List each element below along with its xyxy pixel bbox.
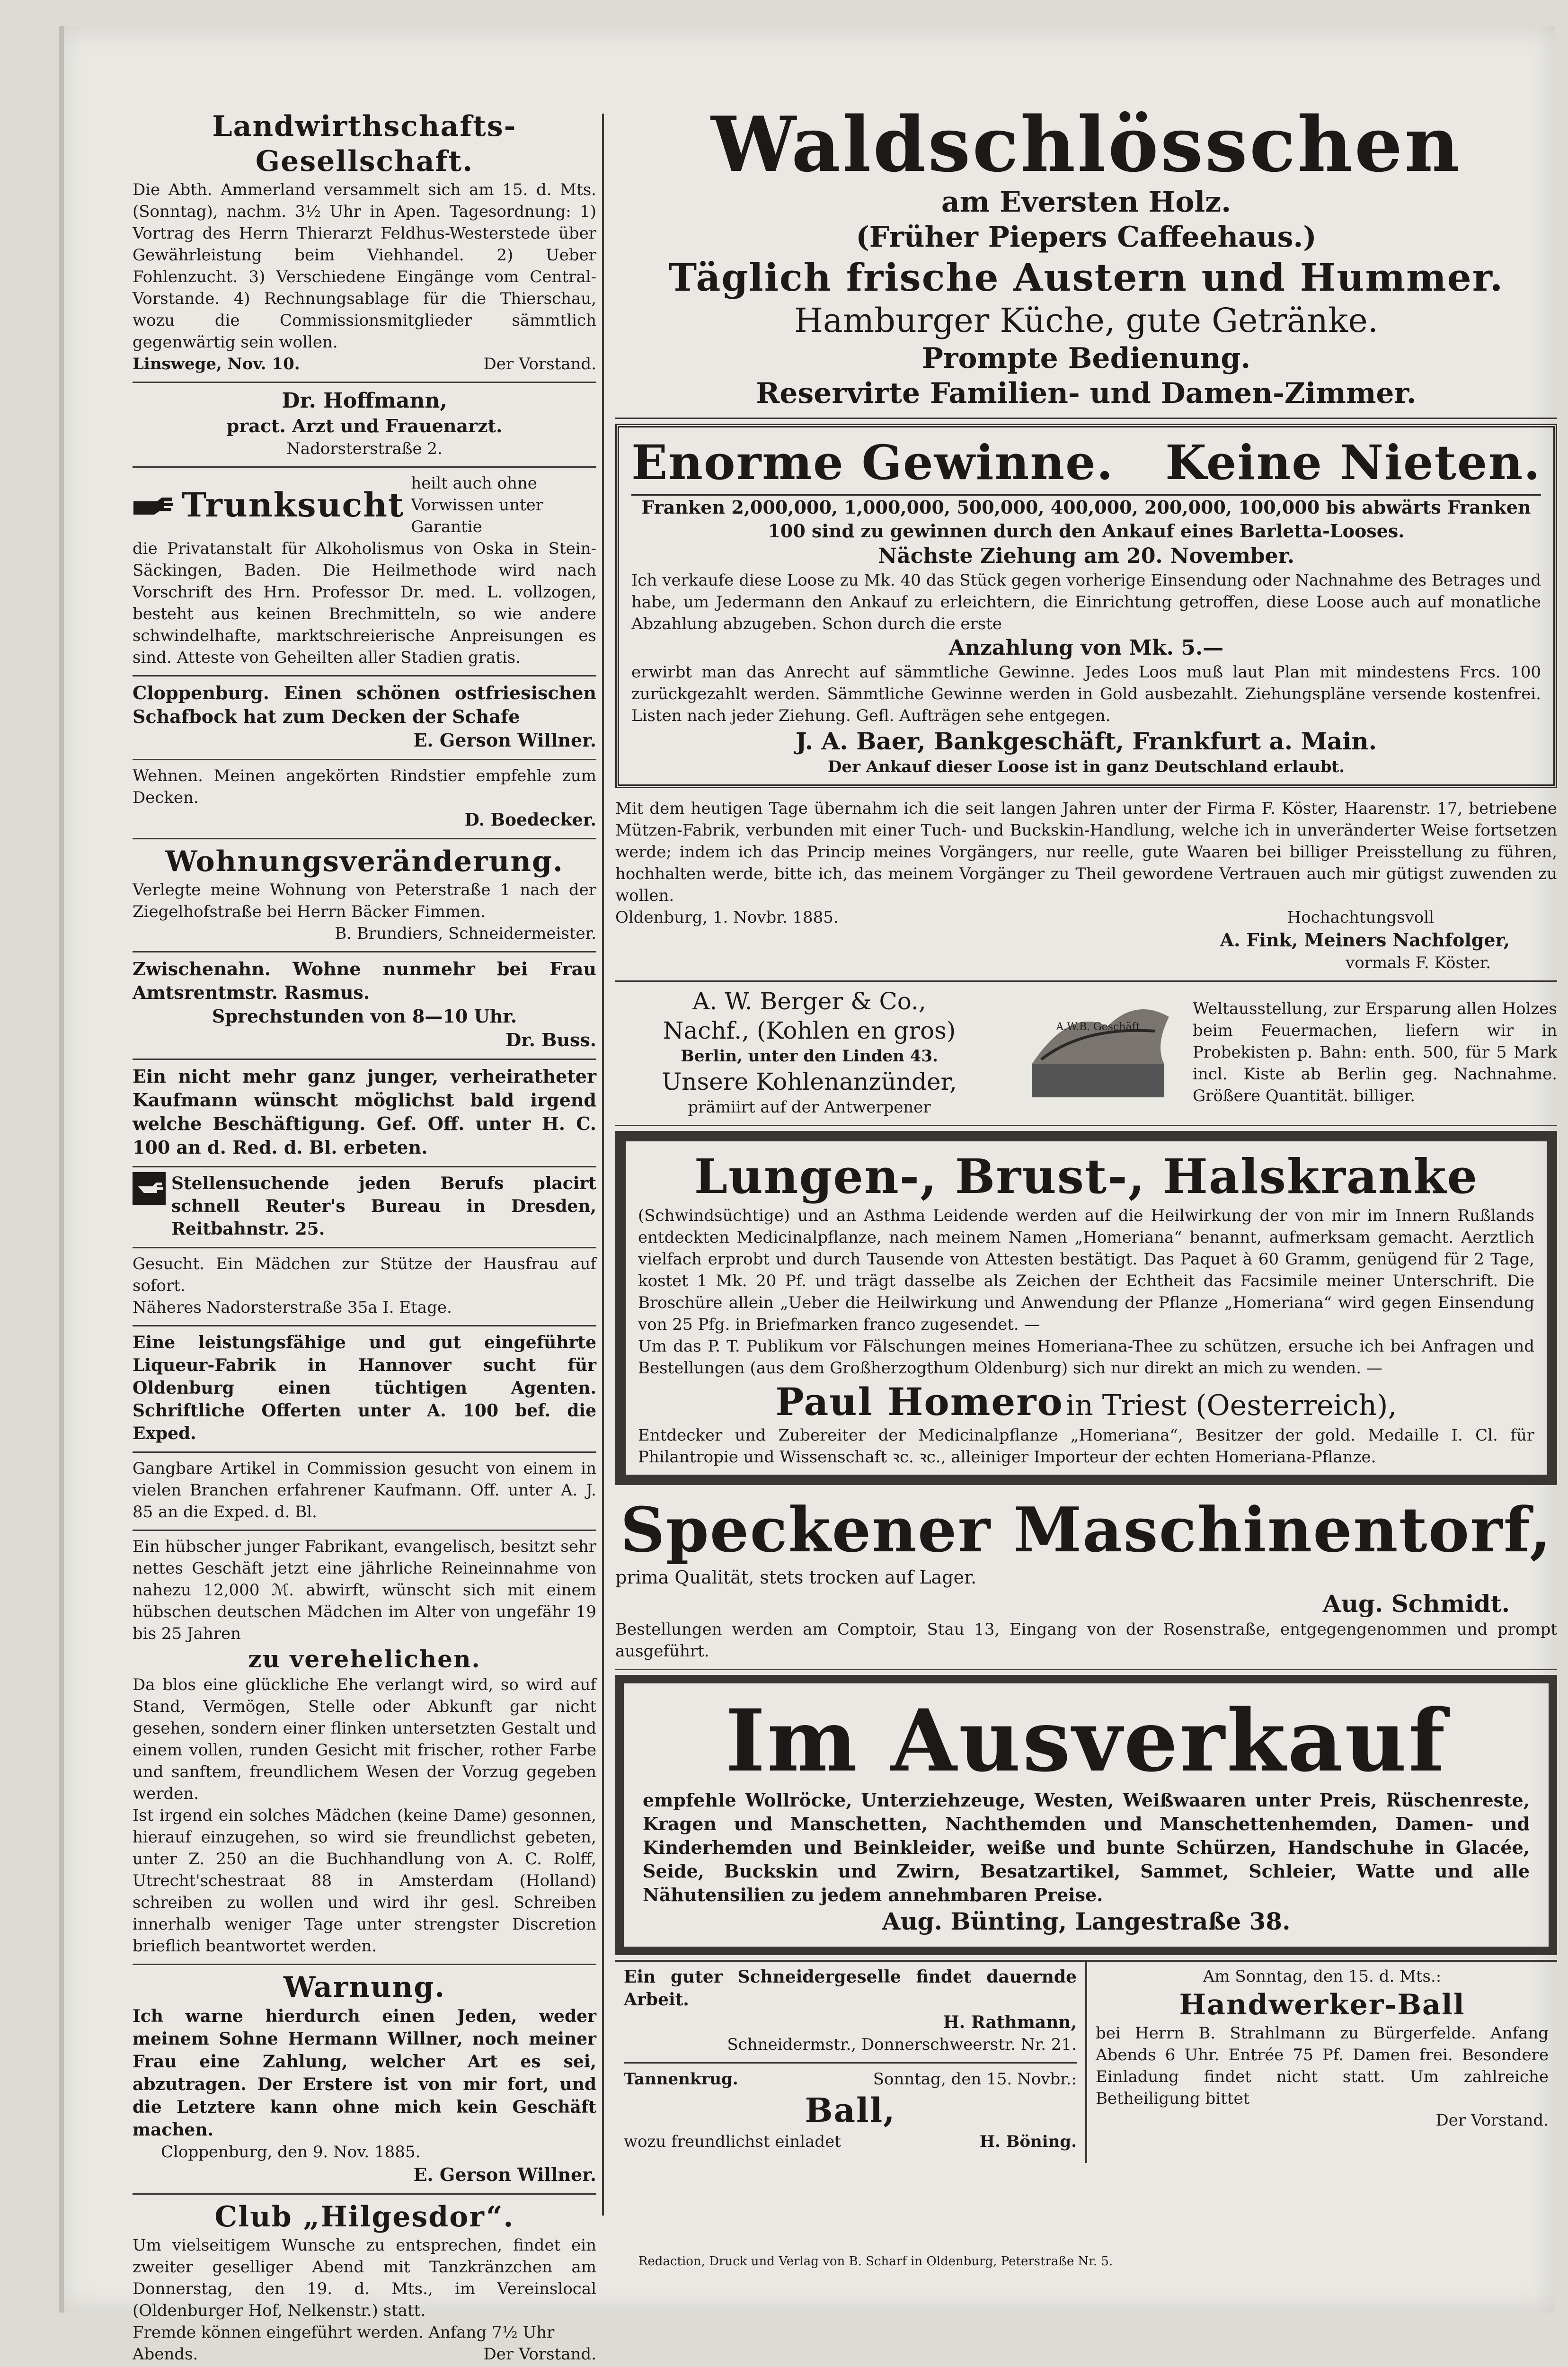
homero-title: Lungen-, Brust-, Halskranke bbox=[694, 1148, 1479, 1204]
ad-hoffmann bbox=[133, 383, 596, 468]
ad-fink bbox=[615, 793, 1557, 982]
zwischenahn-text: Zwischenahn. Wohne nunmehr bei Frau Amtsrentmstr. Rasmus. bbox=[133, 958, 596, 1003]
hand-sign-icon bbox=[133, 1172, 166, 1205]
wald-sub1: am Eversten Holz. bbox=[941, 186, 1231, 219]
wald-line3: Prompte Bedienung. bbox=[921, 342, 1251, 375]
homero-body2: Um das P. T. Publikum vor Fälschungen meines Homeriana-Thee zu schützen, ersuche ich bei Anfragen und Bestellungen (aus dem Großherzogthum Oldenburg) sich nur direkt an mich zu wenden. — bbox=[638, 1337, 1534, 1378]
heirat-body2: Ist irgend ein solches Mädchen (keine Dame) gesonnen, hierauf einzugehen, so wird sie freundlichst gebeten, unter Z. 250 an die Buchhandlung von A. C. Rolff, Utrecht'schestraat 88 in Amsterdam (Holland) schreiben zu wollen und wird ihr gesl. Schreiben innerhalb weniger Tage unter strengster Discretion brieflich beantwortet werden. bbox=[133, 1806, 596, 1956]
warnung-place: Cloppenburg, den 9. Nov. 1885. bbox=[161, 2143, 421, 2162]
wald-title: Waldschlösschen bbox=[711, 100, 1462, 189]
ad-wehnen bbox=[133, 760, 596, 839]
handwerker-sign: Der Vorstand. bbox=[1435, 2111, 1549, 2130]
berger-addr: Berlin, unter den Linden 43. bbox=[681, 1047, 938, 1066]
berger-name2: Nachf., (Kohlen en gros) bbox=[663, 1017, 956, 1044]
landwirth-sign: Der Vorstand. bbox=[483, 355, 596, 374]
fink-sign2: vormals F. Köster. bbox=[1346, 953, 1491, 972]
club-line: Fremde können eingeführt werden. Anfang 7½ Uhr bbox=[133, 2323, 555, 2342]
warnung-title: Warnung. bbox=[283, 1971, 446, 2004]
berger-award: prämiirt auf der Antwerpener bbox=[688, 1098, 931, 1117]
landwirth-body: Die Abth. Ammerland versammelt sich am 15. d. Mts. (Sonntag), nachm. 3½ Uhr in Apen. Tagesordnung: 1) Vortrag des Herrn Thierarzt Feldhus-Westerstede über Gewährleistung beim Viehhandel. 2) Ueber Fohlenzucht. 3) Verschiedene Eingänge vom Central-Vorstande. 4) Rechnungsablage für die Thierschau, wozu die Commissionsmitglieder sämmtlich gegenwärtig sein wollen. bbox=[133, 180, 596, 352]
ad-wohnung bbox=[133, 839, 596, 952]
pointing-hand-icon bbox=[133, 496, 175, 515]
baer-note: Der Ankauf dieser Loose ist in ganz Deutschland erlaubt. bbox=[827, 757, 1345, 776]
ausverkauf-body: empfehle Wollröcke, Unterziehzeuge, Westen, Weißwaaren unter Preis, Rüschenreste, Kragen und Manschetten, Nachthemden und Manschettenhemden, Damen- und Kinderhemden und Beinkleider, weiße und bunte Schürzen, Handschuhe in Glacée, Seide, Buckskin und Zwirn, Besatzartikel, Sammet, Schleier, Watte und alle Nähutensilien zu jedem annehmbaren Preise. bbox=[643, 1789, 1530, 1905]
fink-sign: A. Fink, Meiners Nachfolger, bbox=[1220, 929, 1510, 951]
homero-place: in Triest (Oesterreich), bbox=[1065, 1389, 1397, 1422]
bottom-ads bbox=[615, 1960, 1557, 2163]
baer-amounts: Franken 2,000,000, 1,000,000, 500,000, 400,000, 200,000, 100,000 bis abwärts Franken 100 sind zu gewinnen durch den Ankauf eines Barletta-Looses. bbox=[641, 497, 1531, 542]
warnung-sign: E. Gerson Willner. bbox=[413, 2164, 596, 2185]
baer-head-right: Keine Nieten. bbox=[1165, 435, 1541, 490]
heirat-intro: Ein hübscher junger Fabrikant, evangelisch, besitzt sehr nettes Geschäft jetzt eine jährliche Reineinnahme von nahezu 12,000 ℳ. abwirft, wünscht sich mit einem hübschen deutschen Mädchen im Alter von ungefähr 19 bis 25 Jahren bbox=[133, 1537, 596, 1643]
berger-prod: Unsere Kohlenanzünder, bbox=[662, 1068, 957, 1095]
hoffmann-name: Dr. Hoffmann, bbox=[282, 389, 447, 413]
bottom-left-ads bbox=[615, 1962, 1087, 2163]
fink-place: Oldenburg, 1. Novbr. 1885. bbox=[615, 908, 839, 927]
fink-body: Mit dem heutigen Tage übernahm ich die seit langen Jahren unter der Firma F. Köster, Haarenstr. 17, betriebene Mützen-Fabrik, verbunden mit einer Tuch- und Buckskin-Handlung, welche ich in unveränderter Weise fortsetzen werde; indem ich das Princip meines Vorgängers, nur reelle, gute Waaren bei billiger Preisstellung zu führen, hochhalten werde, bitte ich, das meinem Vorgänger zu Theil gewordene Vertrauen auch mir gütigst zuwenden zu wollen. bbox=[615, 799, 1557, 905]
ad-reuter bbox=[133, 1167, 596, 1248]
landwirth-place: Linswege, Nov. 10. bbox=[133, 355, 300, 374]
warnung-body: Ich warne hierdurch einen Jeden, weder meinem Sohne Hermann Willner, noch meiner Frau eine Zahlung, welcher Art es sei, abzutragen. Der Erstere ist von mir fort, und die Letztere kann ohne mich kein Geschäft machen. bbox=[133, 2006, 596, 2140]
trunksucht-lead: heilt auch ohne Vorwissen unter Garantie bbox=[411, 474, 544, 536]
heirat-headline: zu verehelichen. bbox=[248, 1645, 481, 1673]
handwerker-body: bei Herrn B. Strahlmann zu Bürgerfelde. Anfang Abends 6 Uhr. Entrée 75 Pf. Damen frei. Besondere Einladung findet nicht statt. Um zahlreiche Betheiligung bittet bbox=[1096, 2024, 1549, 2108]
hoffmann-role: pract. Arzt und Frauenarzt. bbox=[226, 415, 503, 436]
baer-firm: J. A. Baer, Bankgeschäft, Frankfurt a. Main. bbox=[795, 727, 1377, 755]
schafbock-sign: E. Gerson Willner. bbox=[413, 730, 596, 751]
ad-landwirthschaft bbox=[133, 104, 596, 383]
wald-line1: Täglich frische Austern und Hummer. bbox=[668, 255, 1504, 300]
ad-likoer bbox=[133, 1326, 596, 1453]
imprint-footer: Redaction, Druck und Verlag von B. Scharf in Oldenburg, Peterstraße Nr. 5. bbox=[638, 2254, 1113, 2269]
ad-berger bbox=[615, 982, 1557, 1126]
baer-next: Nächste Ziehung am 20. November. bbox=[878, 544, 1294, 568]
rathmann-text: Ein guter Schneidergeselle findet dauernde Arbeit. bbox=[624, 1967, 1077, 2010]
wehnen-text: Wehnen. Meinen angekörten Rindstier empfehle zum Decken. bbox=[133, 766, 596, 807]
ausverkauf-sign: Aug. Bünting, Langestraße 38. bbox=[882, 1907, 1291, 1935]
schafbock-text: Cloppenburg. Einen schönen ostfriesischen Schafbock hat zum Decken der Schafe bbox=[133, 682, 596, 727]
homero-foot: Entdecker und Zubereiter der Medicinalpflanze „Homeriana“, Besitzer der gold. Medaille I. Cl. für Philantropie und Wissenschaft ꝛc. ꝛc., alleiniger Importeur der echten Homeriana-Pflanze. bbox=[638, 1426, 1534, 1467]
gesucht-text: Gesucht. Ein Mädchen zur Stütze der Hausfrau auf sofort. bbox=[133, 1255, 596, 1295]
right-column bbox=[615, 100, 1557, 2163]
ad-ball bbox=[624, 2064, 1077, 2159]
trunksucht-body: die Privatanstalt für Alkoholismus von Oska in Stein-Säckingen, Baden. Die Heilmethode wird nach Vorschrift des Hrn. Professor Dr. med. L. vollzogen, besteht aus keinen Brechmitteln, so wie andere schwindelhafte, marktschreierische Anpreisungen es sind. Atteste von Geheilten aller Stadien gratis. bbox=[133, 539, 596, 667]
club-title: Club „Hilgesdor“. bbox=[214, 2200, 514, 2234]
zwischenahn-hours: Sprechstunden von 8—10 Uhr. bbox=[212, 1006, 517, 1027]
likoer-text: Eine leistungsfähige und gut eingeführte Liqueur-Fabrik in Hannover sucht für Oldenburg einen tüchtigen Agenten. Schriftliche Offerten unter A. 100 bef. die Exped. bbox=[133, 1333, 596, 1443]
wohnung-sign: B. Brundiers, Schneidermeister. bbox=[335, 924, 596, 943]
trunksucht-title: Trunksucht bbox=[182, 485, 405, 525]
club-place: Abends. bbox=[133, 2345, 198, 2364]
ad-zwischenahn bbox=[133, 952, 596, 1060]
firelighter-illustration bbox=[1013, 998, 1183, 1107]
rathmann-sign: H. Rathmann, bbox=[943, 2012, 1077, 2032]
torf-sign: Aug. Schmidt. bbox=[1322, 1590, 1510, 1618]
wohnung-body: Verlegte meine Wohnung von Peterstraße 1 nach der Ziegelhofstraße bei Herrn Bäcker Fimmen. bbox=[133, 881, 596, 921]
ad-homero bbox=[615, 1131, 1557, 1485]
club-body: Um vielseitigem Wunsche zu entsprechen, findet ein zweiter geselliger Abend mit Tanzkränzchen am Donnerstag, den 19. d. Mts., im Vereinslocal (Oldenburger Hof, Nelkenstr.) statt. bbox=[133, 2236, 596, 2320]
left-column bbox=[133, 104, 596, 2367]
baer-head-left: Enorme Gewinne. bbox=[631, 435, 1114, 490]
fink-greet: Hochachtungsvoll bbox=[1287, 908, 1434, 927]
ausverkauf-title: Im Ausverkauf bbox=[725, 1691, 1447, 1791]
gesucht-sub: Näheres Nadorsterstraße 35a I. Etage. bbox=[133, 1298, 452, 1317]
ball-date: Sonntag, den 15. Novbr.: bbox=[873, 2070, 1077, 2089]
torf-title: Speckener Maschinentorf, bbox=[620, 1494, 1552, 1566]
hoffmann-addr: Nadorsterstraße 2. bbox=[286, 439, 443, 458]
ad-waldschloesschen bbox=[615, 100, 1557, 419]
ball-place: Tannenkrug. bbox=[624, 2070, 738, 2089]
ad-club bbox=[133, 2195, 596, 2367]
homero-name: Paul Homero bbox=[775, 1379, 1063, 1424]
ad-trunksucht bbox=[133, 468, 596, 676]
kaufmann-text: Ein nicht mehr ganz junger, verheiratheter Kaufmann wünscht möglichst bald irgend welche Beschäftigung. Gef. Off. unter H. C. 100 an d. Red. d. Bl. erbeten. bbox=[133, 1066, 596, 1158]
rathmann-addr: Schneidermstr., Donnerschweerstr. Nr. 21. bbox=[727, 2035, 1077, 2054]
heirat-body: Da blos eine glückliche Ehe verlangt wird, so wird auf Stand, Vermögen, Stelle oder Abkunft gar nicht gesehen, sondern einer flinken untersetzten Gestalt und einem vollen, runden Gesicht mit frischer, rother Farbe und sanftem, freundlichem Wesen der Vorzug gegeben werden. bbox=[133, 1675, 596, 1803]
ad-gangbare bbox=[133, 1453, 596, 1531]
handwerker-date: Am Sonntag, den 15. d. Mts.: bbox=[1203, 1967, 1442, 1986]
ad-heirat bbox=[133, 1531, 596, 1965]
homero-body: (Schwindsüchtige) und an Asthma Leidende werden auf die Heilwirkung der von mir im Innern Rußlands entdeckten Medicinalpflanze, nach meinem Namen „Homeriana“ benannt, aufmerksam gemacht. Aerztlich vielfach erprobt und durch Tausende von Attesten bestätigt. Das Paquet à 60 Gramm, genügend für 2 Tage, kostet 1 Mk. 20 Pf. und trägt dasselbe als Zeichen der Echtheit das Facsimile meiner Unterschrift. Die Broschüre allein „Ueber die Heilwirkung und Anwendung der Pflanze „Homeriana“ wird gegen Einsendung von 25 Pfg. in Briefmarken franco zugesendet. — bbox=[638, 1206, 1534, 1334]
gangbare-text: Gangbare Artikel in Commission gesucht von einem in vielen Branchen erfahrener Kaufmann. Off. unter A. J. 85 an die Exped. d. Bl. bbox=[133, 1459, 596, 1522]
ad-schafbock bbox=[133, 676, 596, 760]
ball-sign: H. Böning. bbox=[979, 2132, 1077, 2151]
ad-gesucht bbox=[133, 1248, 596, 1326]
ad-warnung bbox=[133, 1965, 596, 2195]
baer-anzahlung: Anzahlung von Mk. 5.— bbox=[948, 636, 1224, 660]
berger-right: Weltausstellung, zur Ersparung allen Holzes beim Feuermachen, liefern wir in Probekisten p. Bahn: enth. 500, für 5 Mark incl. Kiste ab Berlin geg. Nachnahme. Größere Quantität. billiger. bbox=[1193, 999, 1557, 1105]
reuter-text: Stellensuchende jeden Berufs placirt schnell Reuter's Bureau in Dresden, Reitbahnstr. 25. bbox=[171, 1174, 596, 1239]
wehnen-sign: D. Boedecker. bbox=[464, 810, 596, 830]
club-sign: Der Vorstand. bbox=[483, 2345, 596, 2364]
berger-stamp: A.W.B. Geschäft bbox=[1056, 1021, 1140, 1033]
wald-line4: Reservirte Familien- und Damen-Zimmer. bbox=[756, 377, 1417, 410]
wohnung-title: Wohnungsveränderung. bbox=[165, 845, 564, 878]
ad-torf bbox=[615, 1490, 1557, 1670]
wald-sub2: (Früher Piepers Caffeehaus.) bbox=[856, 221, 1317, 254]
landwirth-title: Landwirthschafts-Gesellschaft. bbox=[212, 110, 517, 178]
ball-title: Ball, bbox=[805, 2091, 896, 2130]
ad-baer bbox=[615, 424, 1557, 788]
torf-body: Bestellungen werden am Comptoir, Stau 13, Eingang von der Rosenstraße, entgegengenommen und prompt ausgeführt. bbox=[615, 1620, 1557, 1661]
ad-ausverkauf bbox=[615, 1675, 1557, 1955]
ad-handwerker bbox=[1087, 1962, 1557, 2163]
ad-kaufmann bbox=[133, 1060, 596, 1167]
berger-name: A. W. Berger & Co., bbox=[692, 988, 926, 1015]
ad-rathmann bbox=[624, 1966, 1077, 2064]
baer-body2: erwirbt man das Anrecht auf sämmtliche Gewinne. Jedes Loos muß laut Plan mit mindestens Frcs. 100 zurückgezahlt werden. Sämmtliche Gewinne werden in Gold ausbezahlt. Ziehungspläne versende kostenfrei. Listen nach jeder Ziehung. Gefl. Aufträgen sehe entgegen. bbox=[631, 663, 1541, 725]
ball-invite: wozu freundlichst einladet bbox=[624, 2132, 841, 2151]
baer-body1: Ich verkaufe diese Loose zu Mk. 40 das Stück gegen vorherige Einsendung oder Nachnahme des Betrages und habe, um Jedermann den Ankauf zu erleichtern, die Einrichtung getroffen, diese Loose auch auf monatliche Abzahlung abzugeben. Schon durch die erste bbox=[631, 571, 1541, 633]
torf-sub: prima Qualität, stets trocken auf Lager. bbox=[615, 1567, 977, 1588]
page-edge bbox=[59, 26, 64, 2313]
wald-line2: Hamburger Küche, gute Getränke. bbox=[794, 301, 1379, 340]
handwerker-title: Handwerker-Ball bbox=[1179, 1988, 1465, 2021]
zwischenahn-sign: Dr. Buss. bbox=[505, 1029, 596, 1050]
column-separator bbox=[602, 114, 604, 2216]
